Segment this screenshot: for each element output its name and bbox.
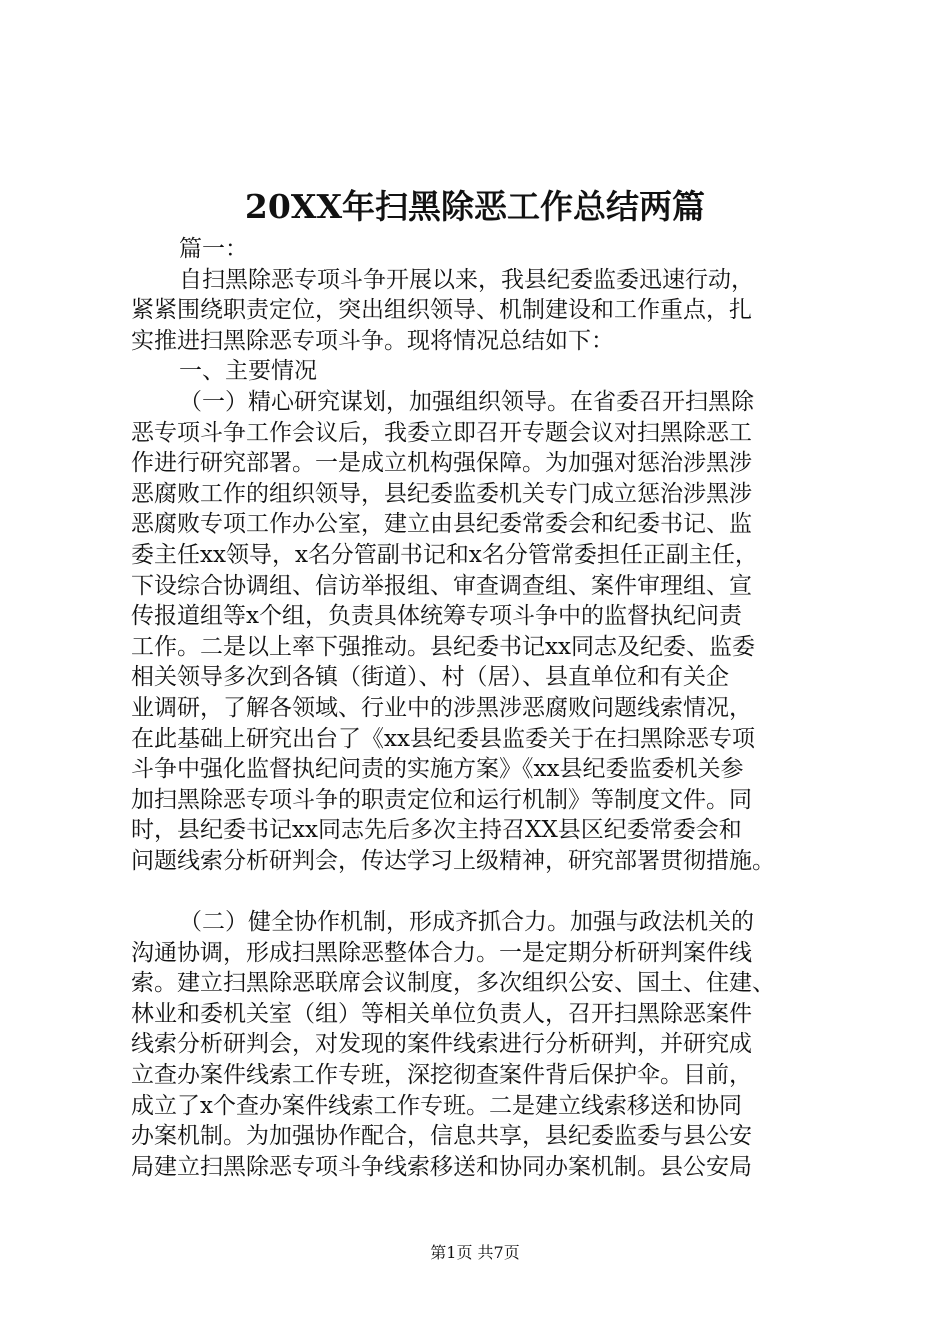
paragraph-line: 恶专项斗争工作会议后，我委立即召开专题会议对扫黑除恶工 bbox=[131, 419, 752, 446]
paragraph-line: 沟通协调，形成扫黑除恶整体合力。一是定期分析研判案件线 bbox=[131, 939, 752, 966]
paragraph-line: （一）精心研究谋划，加强组织领导。在省委召开扫黑除 bbox=[179, 388, 754, 415]
paragraph-line: 紧紧围绕职责定位，突出组织领导、机制建设和工作重点，扎 bbox=[131, 297, 752, 324]
paragraph-line: 传报道组等x个组，负责具体统筹专项斗争中的监督执纪问责 bbox=[131, 603, 742, 630]
paragraph-line: 业调研，了解各领域、行业中的涉黑涉恶腐败问题线索情况， bbox=[131, 694, 752, 721]
section-heading-main-situation: 一、主要情况 bbox=[179, 358, 317, 385]
paragraph-line: 时，县纪委书记xx同志先后多次主持召XX县区纪委常委会和 bbox=[131, 817, 742, 844]
paragraph-line: 作进行研究部署。一是成立机构强保障。为加强对惩治涉黑涉 bbox=[131, 450, 752, 477]
paragraph-line: 下设综合协调组、信访举报组、审查调查组、案件审理组、宣 bbox=[131, 572, 752, 599]
paragraph-line: 局建立扫黑除恶专项斗争线索移送和协同办案机制。县公安局 bbox=[131, 1153, 752, 1180]
document-title: 20XX年扫黑除恶工作总结两篇 bbox=[244, 187, 706, 226]
paragraph-line: 委主任xx领导，x名分管副书记和x名分管常委担任正副主任， bbox=[131, 541, 758, 568]
paragraph-line: 线索分析研判会，对发现的案件线索进行分析研判，并研究成 bbox=[131, 1031, 752, 1058]
paragraph-spacer bbox=[131, 876, 851, 907]
paragraph-line: 相关领导多次到各镇（街道）、村（居）、县直单位和有关企 bbox=[131, 664, 729, 691]
paragraph-line: 成立了x个查办案件线索工作专班。二是建立线索移送和协同 bbox=[131, 1092, 742, 1119]
document-body bbox=[131, 234, 851, 1182]
paragraph-line: 斗争中强化监督执纪问责的实施方案》《xx县纪委监委机关参 bbox=[131, 756, 744, 783]
paragraph-line: 加扫黑除恶专项斗争的职责定位和运行机制》等制度文件。同 bbox=[131, 786, 752, 813]
paragraph-line: 工作。二是以上率下强推动。县纪委书记xx同志及纪委、监委 bbox=[131, 633, 755, 660]
paragraph-line: （二）健全协作机制，形成齐抓合力。加强与政法机关的 bbox=[179, 909, 754, 936]
paragraph-line: 在此基础上研究出台了《xx县纪委县监委关于在扫黑除恶专项 bbox=[131, 725, 755, 752]
paragraph-line: 索。建立扫黑除恶联席会议制度，多次组织公安、国土、住建、 bbox=[131, 970, 775, 997]
paragraph-line: 恶腐败专项工作办公室，建立由县纪委常委会和纪委书记、监 bbox=[131, 511, 752, 538]
paragraph-line: 实推进扫黑除恶专项斗争。现将情况总结如下： bbox=[131, 327, 614, 354]
section-heading-part-one: 篇一： bbox=[179, 236, 248, 262]
paragraph-line: 自扫黑除恶专项斗争开展以来，我县纪委监委迅速行动， bbox=[179, 266, 754, 293]
page-footer: 第1页 共7页 bbox=[430, 1243, 520, 1262]
paragraph-line: 问题线索分析研判会，传达学习上级精神，研究部署贯彻措施。 bbox=[131, 847, 775, 874]
paragraph-line: 办案机制。为加强协作配合，信息共享，县纪委监委与县公安 bbox=[131, 1123, 752, 1150]
paragraph-line: 立查办案件线索工作专班，深挖彻查案件背后保护伞。目前， bbox=[131, 1062, 752, 1089]
paragraph-line: 恶腐败工作的组织领导，县纪委监委机关专门成立惩治涉黑涉 bbox=[131, 480, 752, 507]
paragraph-line: 林业和委机关室（组）等相关单位负责人，召开扫黑除恶案件 bbox=[131, 1000, 752, 1027]
